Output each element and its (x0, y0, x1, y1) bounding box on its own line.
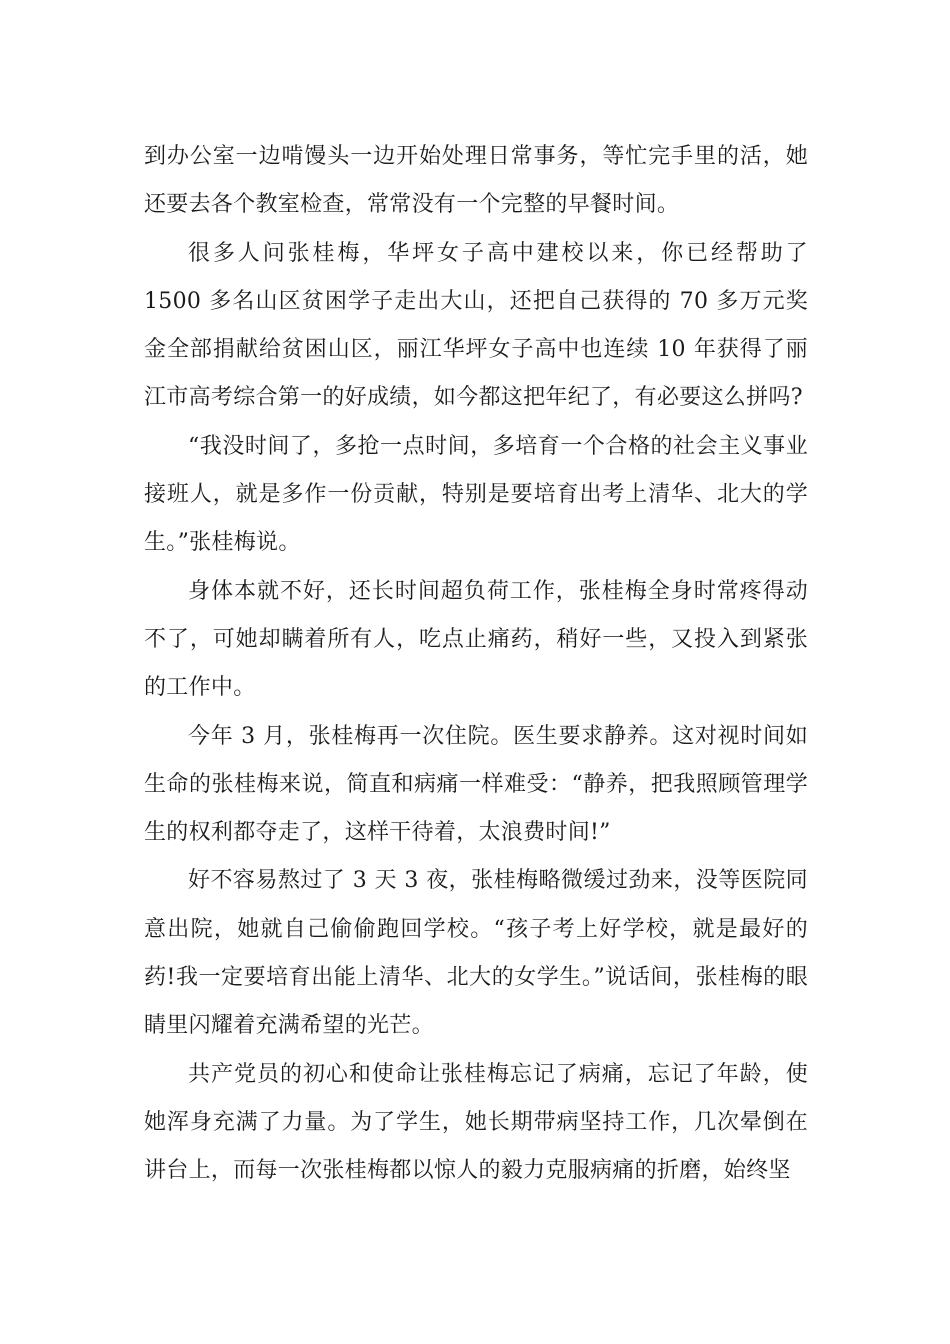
paragraph-4: 身体本就不好，还长时间超负荷工作，张桂梅全身时常疼得动不了，可她却瞒着所有人，吃点止痛药，稍好一些，又投入到紧张的工作中。 (144, 578, 808, 701)
paragraph-3: “我没时间了，多抢一点时间，多培育一个合格的社会主义事业接班人，就是多作一份贡献，特别是要培育出考上清华、北大的学生。”张桂梅说。 (144, 433, 808, 556)
paragraph-1: 到办公室一边啃馒头一边开始处理日常事务，等忙完手里的活，她还要去各个教室检查，常常没有一个完整的早餐时间。 (144, 144, 808, 218)
paragraph-5: 今年 3 月，张桂梅再一次住院。医生要求静养。这对视时间如生命的张桂梅来说，简直和病痛一样难受：“静养，把我照顾管理学生的权利都夺走了，这样干待着，太浪费时间!” (144, 723, 808, 846)
paragraph-2: 很多人问张桂梅，华坪女子高中建校以来，你已经帮助了 1500 多名山区贫困学子走出大山，还把自己获得的 70 多万元奖金全部捐献给贫困山区，丽江华坪女子高中也连续 10 年获得了丽江市高考综合第一的好成绩，如今都这把年纪了，有必要这么拼吗? (144, 240, 808, 411)
paragraph-7: 共产党员的初心和使命让张桂梅忘记了病痛，忘记了年龄，使她浑身充满了力量。为了学生，她长期带病坚持工作，几次晕倒在讲台上，而每一次张桂梅都以惊人的毅力克服病痛的折磨，始终坚 (144, 1061, 808, 1184)
paragraph-6: 好不容易熬过了 3 天 3 夜，张桂梅略微缓过劲来，没等医院同意出院，她就自己偷偷跑回学校。“孩子考上好学校，就是最好的药!我一定要培育出能上清华、北大的女学生。”说话间，张桂梅的眼睛里闪耀着充满希望的光芒。 (144, 868, 808, 1039)
document-body (144, 133, 808, 1196)
